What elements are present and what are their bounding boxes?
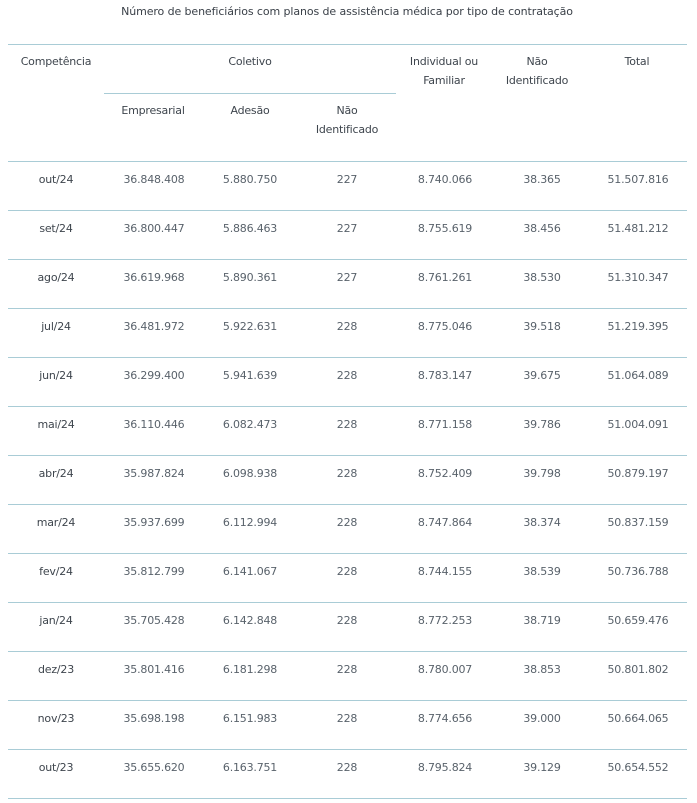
cell-competencia: out/24 [38,173,74,186]
row-rule [8,406,687,407]
cell-individual: 8.772.253 [417,614,473,627]
cell-nao-identificado-coletivo: 228 [336,369,358,382]
cell-competencia: set/24 [39,222,73,235]
cell-nao-identificado-coletivo: 228 [336,565,358,578]
cell-individual: 8.752.409 [417,467,473,480]
row-rule [8,455,687,456]
cell-competencia: abr/24 [38,467,74,480]
cell-adesao: 6.098.938 [222,467,278,480]
cell-nao-identificado: 39.798 [523,467,561,480]
row-rule [8,357,687,358]
cell-competencia: jan/24 [39,614,73,627]
row-rule [8,602,687,603]
cell-individual: 8.795.824 [417,761,473,774]
cell-individual: 8.771.158 [417,418,473,431]
cell-individual: 8.783.147 [417,369,473,382]
cell-total: 51.310.347 [607,271,669,284]
cell-nao-identificado: 39.786 [523,418,561,431]
cell-competencia: jun/24 [39,369,73,382]
cell-nao-identificado-coletivo: 227 [336,222,358,235]
cell-nao-identificado-coletivo: 228 [336,418,358,431]
cell-nao-identificado-coletivo: 228 [336,467,358,480]
cell-total: 50.837.159 [607,516,669,529]
cell-individual: 8.755.619 [417,222,473,235]
cell-total: 50.801.802 [607,663,669,676]
cell-empresarial: 35.937.699 [123,516,185,529]
cell-nao-identificado-coletivo: 228 [336,320,358,333]
cell-adesao: 5.941.639 [222,369,278,382]
cell-total: 50.736.788 [607,565,669,578]
header-adesao: Adesão [230,104,270,117]
row-rule [8,651,687,652]
cell-nao-identificado-coletivo: 228 [336,761,358,774]
cell-empresarial: 35.655.620 [123,761,185,774]
cell-empresarial: 36.800.447 [123,222,185,235]
cell-individual: 8.747.864 [417,516,473,529]
header-individual: Individual ou Familiar [409,55,479,87]
cell-nao-identificado-coletivo: 228 [336,614,358,627]
row-rule [8,308,687,309]
header-coletivo: Coletivo [228,55,272,68]
row-rule [8,259,687,260]
cell-competencia: fev/24 [39,565,73,578]
cell-adesao: 6.181.298 [222,663,278,676]
cell-total: 51.481.212 [607,222,669,235]
cell-empresarial: 35.705.428 [123,614,185,627]
cell-nao-identificado-coletivo: 227 [336,271,358,284]
cell-adesao: 6.142.848 [222,614,278,627]
cell-nao-identificado: 38.853 [523,663,561,676]
cell-adesao: 5.890.361 [222,271,278,284]
cell-empresarial: 35.698.198 [123,712,185,725]
cell-empresarial: 36.481.972 [123,320,185,333]
cell-total: 51.507.816 [607,173,669,186]
row-rule [8,210,687,211]
cell-individual: 8.775.046 [417,320,473,333]
header-nao-identificado: Não Identificado [505,55,569,87]
cell-competencia: ago/24 [37,271,75,284]
header-empresarial: Empresarial [121,104,185,117]
cell-nao-identificado-coletivo: 227 [336,173,358,186]
coletivo-group-rule [104,93,396,94]
cell-nao-identificado: 39.129 [523,761,561,774]
cell-nao-identificado: 38.530 [523,271,561,284]
cell-nao-identificado: 38.719 [523,614,561,627]
cell-individual: 8.774.656 [417,712,473,725]
cell-individual: 8.744.155 [417,565,473,578]
header-total: Total [624,55,650,68]
cell-adesao: 5.922.631 [222,320,278,333]
cell-empresarial: 35.987.824 [123,467,185,480]
row-rule [8,553,687,554]
cell-competencia: out/23 [38,761,74,774]
cell-adesao: 6.163.751 [222,761,278,774]
cell-empresarial: 36.848.408 [123,173,185,186]
cell-total: 50.879.197 [607,467,669,480]
cell-nao-identificado-coletivo: 228 [336,712,358,725]
cell-adesao: 5.880.750 [222,173,278,186]
cell-adesao: 6.112.994 [222,516,278,529]
cell-nao-identificado: 38.539 [523,565,561,578]
cell-empresarial: 35.812.799 [123,565,185,578]
cell-total: 50.654.552 [607,761,669,774]
cell-competencia: dez/23 [37,663,75,676]
cell-total: 50.664.065 [607,712,669,725]
cell-nao-identificado: 38.365 [523,173,561,186]
cell-total: 50.659.476 [607,614,669,627]
cell-individual: 8.740.066 [417,173,473,186]
cell-competencia: nov/23 [37,712,75,725]
cell-empresarial: 36.110.446 [123,418,185,431]
row-rule [8,504,687,505]
cell-competencia: jul/24 [41,320,71,333]
row-rule [8,161,687,162]
cell-adesao: 6.151.983 [222,712,278,725]
cell-competencia: mai/24 [37,418,75,431]
cell-adesao: 5.886.463 [222,222,278,235]
cell-total: 51.004.091 [607,418,669,431]
cell-nao-identificado: 39.000 [523,712,561,725]
cell-total: 51.219.395 [607,320,669,333]
cell-nao-identificado: 38.456 [523,222,561,235]
cell-empresarial: 35.801.416 [123,663,185,676]
cell-nao-identificado: 39.518 [523,320,561,333]
cell-nao-identificado-coletivo: 228 [336,516,358,529]
cell-adesao: 6.141.067 [222,565,278,578]
row-rule [8,749,687,750]
table-bottom-rule [8,798,687,799]
cell-nao-identificado: 38.374 [523,516,561,529]
header-competencia: Competência [20,55,92,68]
cell-individual: 8.780.007 [417,663,473,676]
header-top-rule [8,44,687,45]
table-title: Número de beneficiários com planos de assistência médica por tipo de contratação [121,5,573,18]
header-nao-identificado-coletivo: Não Identificado [315,104,379,136]
row-rule [8,700,687,701]
cell-adesao: 6.082.473 [222,418,278,431]
cell-competencia: mar/24 [36,516,76,529]
cell-individual: 8.761.261 [417,271,473,284]
cell-empresarial: 36.299.400 [123,369,185,382]
cell-empresarial: 36.619.968 [123,271,185,284]
cell-total: 51.064.089 [607,369,669,382]
cell-nao-identificado: 39.675 [523,369,561,382]
cell-nao-identificado-coletivo: 228 [336,663,358,676]
